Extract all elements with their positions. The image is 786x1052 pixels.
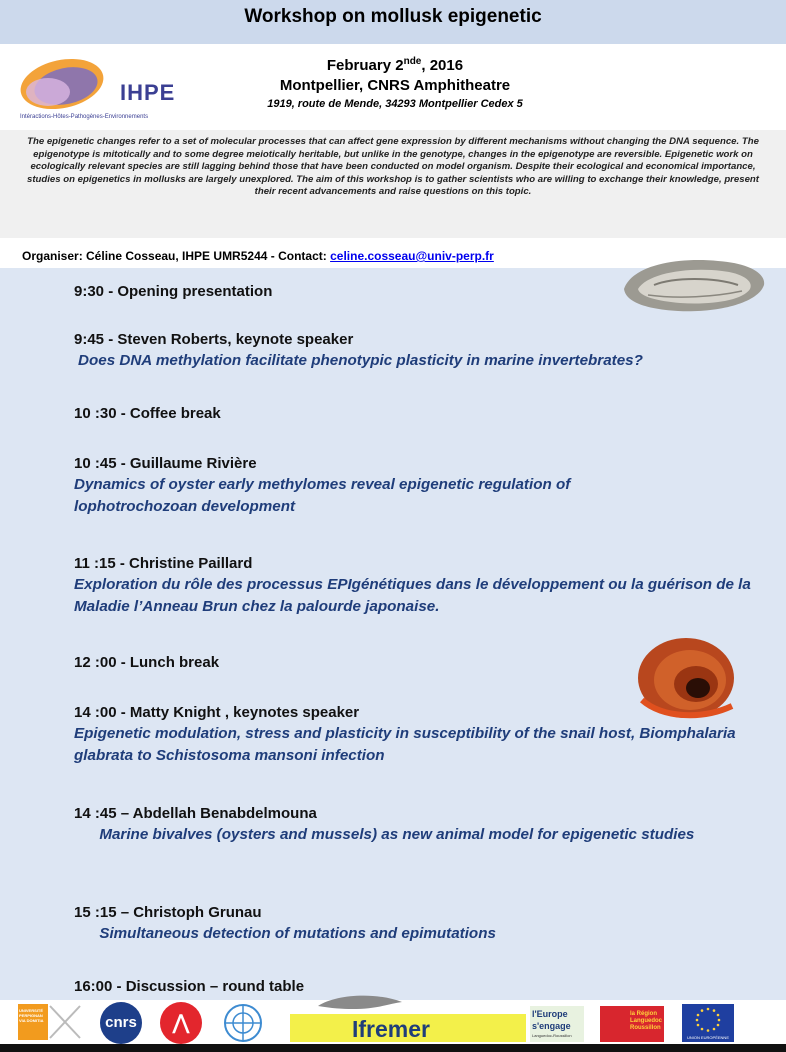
program-item	[74, 404, 764, 424]
who-logo	[222, 1002, 264, 1044]
organiser-label: Organiser: Céline Cosseau, IHPE UMR5244 - Contact:	[22, 249, 331, 263]
contact-email-link[interactable]: celine.cosseau@univ-perp.fr	[330, 249, 494, 263]
program-item-title: 9:45 - Steven Roberts, keynote speaker	[74, 331, 354, 348]
upvd-logo	[18, 1004, 82, 1040]
program-item	[74, 903, 764, 945]
abstract-text: The epigenetic changes refer to a set of molecular processes that can affect gene expression by different mechanisms without changing the DNA sequence. The epigenotype is mitotically and to some degree meiotically heritable, but unlike in the genotype, changes in the epigenotype are reversible. Epigenetic work on ecologically relevant species are still lagging behind those that have been conducted on model organism. Despite their ecological and economical importance, studies on epigenetics in mollusks are largely unexplored. The aim of this workshop is to gather scientists who are willing to exchange their knowledge, present their recent advancements and raise questions on this topic.	[27, 136, 759, 197]
program-item-talk: Exploration du rôle des processus EPIgénétiques dans le développement ou la guérison de la Maladie l’Anneau Brun chez la palourde japonaise.	[74, 576, 751, 615]
ihpe-logo-name: IHPE	[120, 80, 176, 105]
program-item	[74, 554, 764, 618]
abstract-box	[0, 130, 786, 238]
page-title: Workshop on mollusk epigenetic	[0, 0, 786, 44]
cnrs-logo: cnrs	[100, 1002, 142, 1044]
region-logo-text: la Région Languedoc Roussillon	[630, 1011, 663, 1031]
program-item	[74, 330, 764, 372]
region-logo	[600, 1006, 664, 1042]
ifremer-fish-icon	[316, 992, 406, 1016]
program-item-title: 14 :45 – Abdellah Benabdelmouna	[74, 805, 317, 822]
europe-engage-text: l'Europe s'engage	[532, 1009, 571, 1031]
ifremer-logo-text: Ifremer	[352, 1016, 430, 1042]
university-montpellier-logo: ⋀	[160, 1002, 202, 1044]
event-header	[0, 44, 786, 130]
program-item-title: 15 :15 – Christoph Grunau	[74, 904, 262, 921]
event-info	[195, 52, 595, 112]
program-item-title: 10 :30 - Coffee break	[74, 405, 221, 422]
ifremer-logo	[290, 1014, 526, 1042]
oyster-image	[618, 255, 768, 317]
program-item	[74, 804, 764, 846]
program-item	[74, 977, 764, 997]
event-place: Montpellier, CNRS Amphitheatre	[279, 77, 511, 94]
program-item-talk: Epigenetic modulation, stress and plasticity in susceptibility of the snail host, Biomphalaria glabrata to Schistosoma mansoni infection	[74, 725, 736, 764]
europe-engage-logo	[530, 1006, 584, 1042]
program-item-title: 10 :45 - Guillaume Rivière	[74, 455, 257, 472]
event-date: February 2nde, 2016	[326, 56, 464, 74]
europe-engage-region: Languedoc-Roussillon	[532, 1033, 572, 1038]
ihpe-logo-subtitle: Intéractions-Hôtes-Pathogènes-Environnements	[20, 114, 149, 120]
bottom-border	[0, 1044, 786, 1052]
program-item-talk: Simultaneous detection of mutations and epimutations	[74, 925, 496, 942]
event-address: 1919, route de Mende, 34293 Montpellier Cedex 5	[267, 98, 523, 110]
program-item-talk: Dynamics of oyster early methylomes reveal epigenetic regulation of lophotrochozoan development	[74, 476, 571, 515]
eu-flag-logo	[682, 1004, 734, 1042]
program-item-talk: Marine bivalves (oysters and mussels) as new animal model for epigenetic studies	[74, 826, 695, 843]
snail-image	[632, 630, 738, 720]
upvd-logo-text: UNIVERSITÉ PERPIGNAN VIA DOMITIA	[19, 1008, 44, 1023]
ihpe-logo	[18, 54, 178, 124]
program-item	[74, 454, 674, 518]
program-item-title: 11 :15 - Christine Paillard	[74, 555, 253, 572]
program-item-title: 14 :00 - Matty Knight , keynotes speaker	[74, 704, 360, 721]
eu-flag-text: UNION EUROPÉENNE	[686, 1035, 729, 1040]
program-item-title: 16:00 - Discussion – round table	[74, 978, 305, 995]
program-item-title: 12 :00 - Lunch break	[74, 654, 220, 671]
program-item-title: 9:30 - Opening presentation	[74, 283, 273, 300]
program-item-talk: Does DNA methylation facilitate phenotypic plasticity in marine invertebrates?	[78, 352, 643, 369]
